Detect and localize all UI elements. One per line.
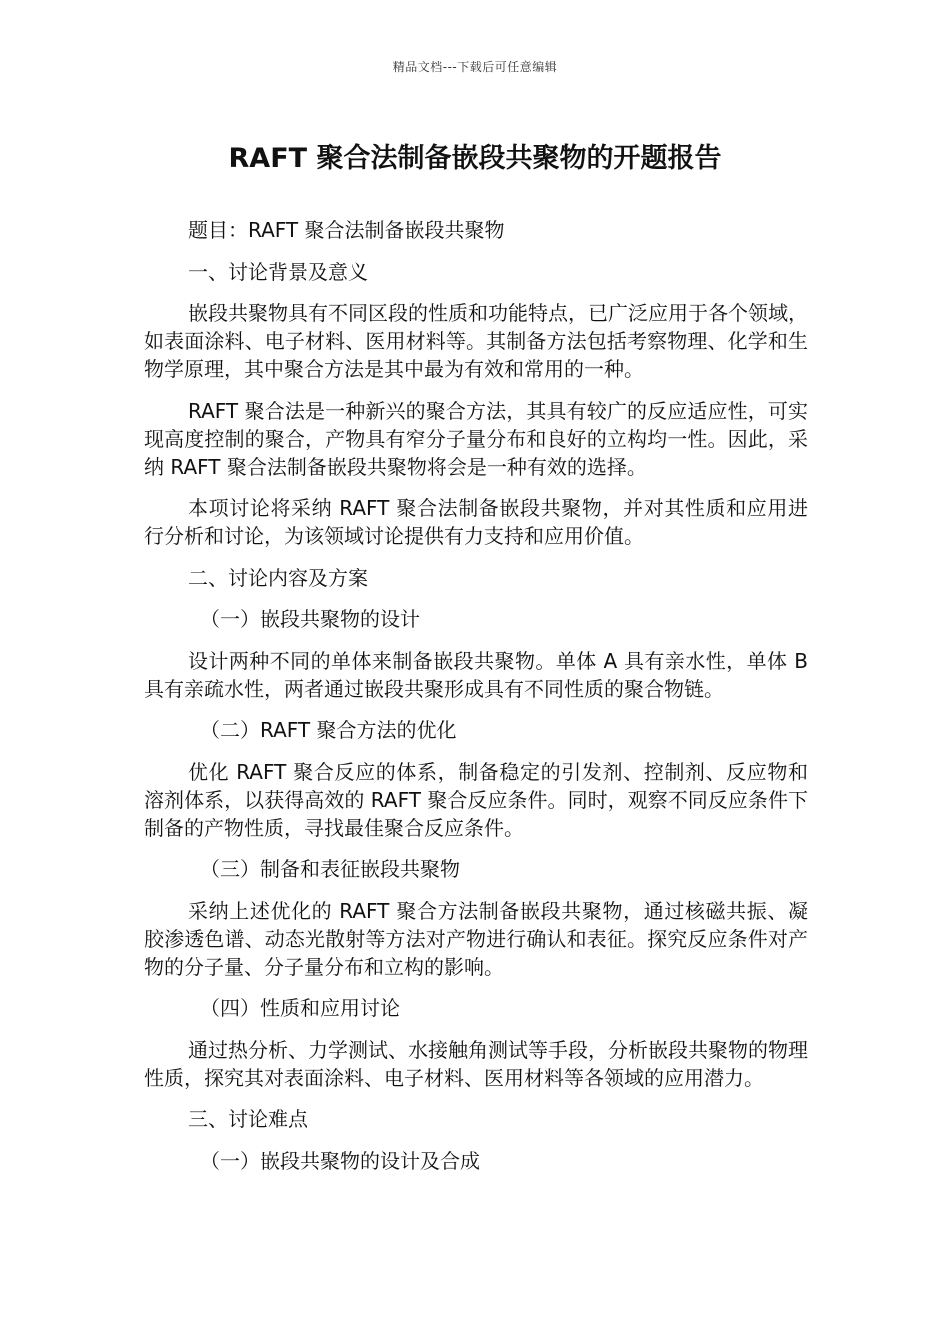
- document-title: RAFT 聚合法制备嵌段共聚物的开题报告: [228, 143, 722, 174]
- document-body: [144, 216, 808, 1188]
- header-watermark: 精品文档---下载后可任意编辑: [392, 60, 558, 74]
- section-heading: 二、讨论内容及方案: [188, 565, 368, 590]
- paragraph: 本项讨论将采纳 RAFT 聚合法制备嵌段共聚物，并对其性质和应用进行分析和讨论，为该领域讨论提供有力支持和应用价值。: [144, 496, 808, 548]
- paragraph: 通过热分析、力学测试、水接触角测试等手段，分析嵌段共聚物的物理性质，探究其对表面涂料、电子材料、医用材料等各领域的应用潜力。: [144, 1037, 808, 1090]
- subsection-heading: （二）RAFT 聚合方法的优化: [200, 718, 457, 742]
- subsection-heading: （四）性质和应用讨论: [200, 996, 400, 1020]
- subsection-heading: （一）嵌段共聚物的设计: [200, 607, 420, 631]
- topic-line: 题目：RAFT 聚合法制备嵌段共聚物: [188, 218, 505, 242]
- paragraph: RAFT 聚合法是一种新兴的聚合方法，其具有较广的反应适应性，可实现高度控制的聚合，产物具有窄分子量分布和良好的立构均一性。因此，采纳 RAFT 聚合法制备嵌段共聚物将会是一种有效的选择。: [144, 398, 808, 479]
- subsection-heading: （一）嵌段共聚物的设计及合成: [200, 1148, 480, 1173]
- paragraph: 采纳上述优化的 RAFT 聚合方法制备嵌段共聚物，通过核磁共振、凝胶渗透色谱、动态光散射等方法对产物进行确认和表征。探究反应条件对产物的分子量、分子量分布和立构的影响。: [144, 898, 808, 979]
- subsection-heading: （三）制备和表征嵌段共聚物: [200, 857, 460, 881]
- section-heading: 一、讨论背景及意义: [188, 259, 368, 284]
- section-heading: 三、讨论难点: [188, 1107, 308, 1131]
- paragraph: 优化 RAFT 聚合反应的体系，制备稳定的引发剂、控制剂、反应物和溶剂体系，以获得高效的 RAFT 聚合反应条件。同时，观察不同反应条件下制备的产物性质，寻找最佳聚合反应条件。: [144, 759, 808, 840]
- paragraph: 嵌段共聚物具有不同区段的性质和功能特点，已广泛应用于各个领域，如表面涂料、电子材料、医用材料等。其制备方法包括考察物理、化学和生物学原理，其中聚合方法是其中最为有效和常用的一种。: [144, 301, 808, 381]
- paragraph: 设计两种不同的单体来制备嵌段共聚物。单体 A 具有亲水性，单体 B 具有亲疏水性，两者通过嵌段共聚形成具有不同性质的聚合物链。: [144, 648, 808, 701]
